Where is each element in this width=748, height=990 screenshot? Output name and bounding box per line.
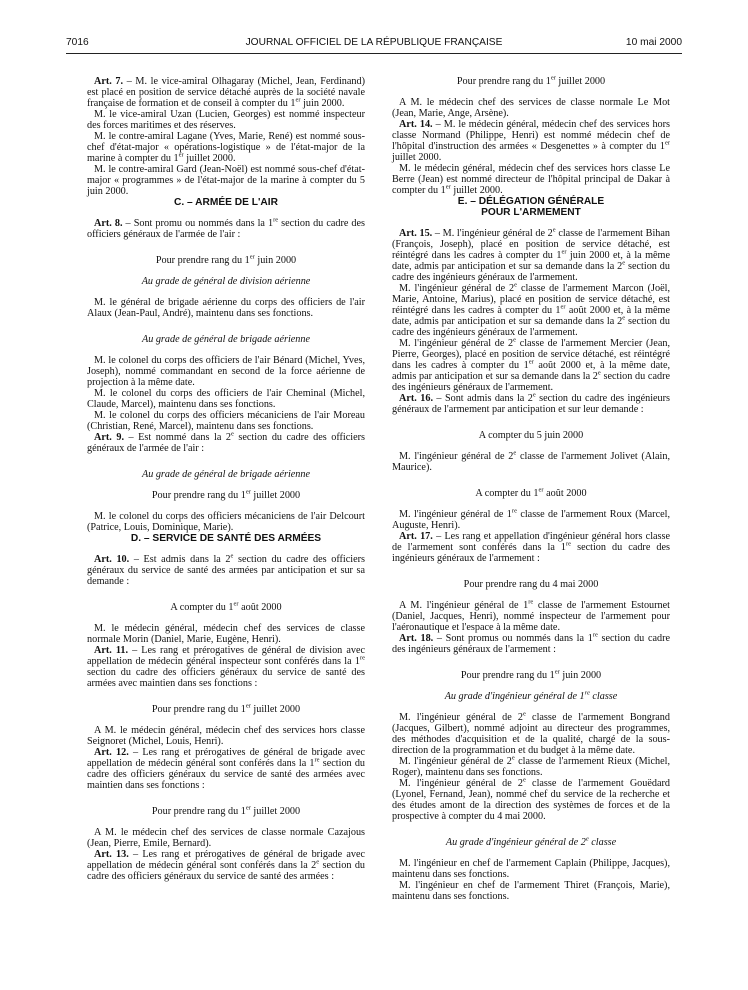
article-18-label: Art. 18. bbox=[399, 633, 434, 644]
article-10-text: – Est admis dans la 2e section du cadre des officiers généraux du service de santé des armées par anticipation et sur sa demande : bbox=[87, 552, 365, 587]
effective-date: A compter du 5 juin 2000 bbox=[478, 430, 584, 441]
paragraph: M. le colonel du corps des officiers mécaniciens de l'air Delcourt (Patrice, Louis, Dominique, Marie). bbox=[87, 511, 365, 533]
article-16 bbox=[392, 393, 670, 415]
grade-heading: Au grade de général de brigade aérienne bbox=[141, 469, 311, 480]
paragraph: A M. le médecin chef des services de classe normale Le Mot (Jean, Marie, Ange, Arsène). bbox=[392, 97, 670, 119]
paragraph: A M. le médecin général, médecin chef des services hors classe Seignoret (Michel, Louis, Henri). bbox=[87, 725, 365, 747]
article-11-text: – Les rang et prérogatives de général de division avec appellation de médecin général inspecteur sont conférés dans la 1re section du cadre des officiers généraux du service de santé des armées avec maintien dans ses fonctions : bbox=[87, 645, 365, 689]
grade-heading: Au grade de général de division aérienne bbox=[141, 276, 311, 287]
article-18 bbox=[392, 633, 670, 655]
grade-heading: Au grade d'ingénieur général de 1re classe bbox=[444, 689, 618, 702]
article-7 bbox=[87, 76, 365, 109]
left-column bbox=[87, 76, 365, 882]
paragraph: M. l'ingénieur en chef de l'armement Caplain (Philippe, Jacques), maintenu dans ses fonctions. bbox=[392, 858, 670, 880]
article-8-label: Art. 8. bbox=[94, 218, 123, 229]
paragraph: M. le vice-amiral Uzan (Lucien, Georges) est nommé inspecteur des forces maritimes et des réserves. bbox=[87, 109, 365, 131]
article-11-label: Art. 11. bbox=[94, 645, 129, 656]
paragraph: A M. le médecin chef des services de classe normale Cazajous (Jean, Pierre, Emile, Bernard). bbox=[87, 827, 365, 849]
paragraph: M. l'ingénieur général de 2e classe de l'armement Gouëdard (Lyonel, Fernand, Jean), nommé chef du service de la recherche et des études amont de la direction des systèmes de forces et de la prospective à compter du 4 mai 2000. bbox=[392, 776, 670, 822]
article-13-text: – Les rang et prérogatives de général de brigade avec appellation de médecin général sont conférés dans la 2e section du cadre des officiers généraux du service de santé des armées : bbox=[87, 849, 366, 882]
section-heading-c: C. – ARMÉE DE L'AIR bbox=[174, 197, 278, 208]
article-13 bbox=[87, 849, 365, 882]
article-14 bbox=[392, 119, 670, 163]
paragraph: M. le contre-amiral Gard (Jean-Noël) est nommé sous-chef d'état-major « programmes » de l'état-major de la marine à compter du 5 juin 2000. bbox=[87, 164, 365, 197]
paragraph: A M. l'ingénieur général de 1re classe de l'armement Estournet (Daniel, Jacques, Henri), nommé inspecteur de l'armement pour l'aéronautique et l'espace à la même date. bbox=[392, 598, 670, 633]
article-16-label: Art. 16. bbox=[399, 393, 433, 404]
article-17-text: – Les rang et appellation d'ingénieur général hors classe de l'armement sont conférés dans la 1re section du cadre des ingénieurs généraux de l'armement : bbox=[392, 531, 670, 564]
rank-date: Pour prendre rang du 1er juillet 2000 bbox=[151, 702, 301, 715]
article-15-label: Art. 15. bbox=[399, 228, 433, 239]
page-number: 7016 bbox=[66, 37, 89, 48]
effective-date: A compter du 1er août 2000 bbox=[170, 600, 282, 613]
paragraph: M. l'ingénieur général de 1re classe de l'armement Roux (Marcel, Auguste, Henri). bbox=[392, 507, 670, 531]
paragraph: M. l'ingénieur général de 2e classe de l'armement Bongrand (Jacques, Gilbert), nommé adjoint au directeur des programmes, des méthodes d'acquisition et de la qualité, chargé de la sous-direction de la programmation et du budget à la même date. bbox=[392, 710, 670, 756]
article-10 bbox=[87, 554, 365, 587]
rank-date: Pour prendre rang du 1er juillet 2000 bbox=[151, 488, 301, 501]
grade-heading: Au grade de général de brigade aérienne bbox=[141, 334, 311, 345]
effective-date: A compter du 1er août 2000 bbox=[475, 486, 587, 499]
rank-date: Pour prendre rang du 1er juillet 2000 bbox=[456, 74, 606, 87]
article-17-label: Art. 17. bbox=[399, 531, 433, 542]
article-16-text: – Sont admis dans la 2e section du cadre des ingénieurs généraux de l'armement par anticipation et sur leur demande : bbox=[392, 391, 670, 415]
rank-date: Pour prendre rang du 4 mai 2000 bbox=[463, 579, 599, 590]
article-12-label: Art. 12. bbox=[94, 747, 129, 758]
article-11 bbox=[87, 645, 365, 689]
article-8 bbox=[87, 218, 365, 240]
right-column bbox=[392, 76, 670, 902]
article-9-text: – Est nommé dans la 2e section du cadre des officiers généraux de l'armée de l'air : bbox=[87, 430, 365, 454]
paragraph: M. l'ingénieur général de 2e classe de l'armement Mercier (Jean, Pierre, Georges), placé en position de service détaché, est réintégré dans les cadres à compter du 1er août 2000 et, à la même date, admis par anticipation et sur sa demande dans la 2e section du cadre des ingénieurs généraux de l'armement. bbox=[392, 336, 671, 393]
paragraph: M. le colonel du corps des officiers de l'air Cheminal (Michel, Claude, Marcel), maintenu dans ses fonctions. bbox=[87, 388, 365, 410]
issue-date: 10 mai 2000 bbox=[625, 37, 682, 48]
header-rule bbox=[66, 53, 682, 54]
rank-date: Pour prendre rang du 1er juillet 2000 bbox=[151, 804, 301, 817]
article-12-text: – Les rang et prérogatives de général de brigade avec appellation de médecin général sont conférés dans la 1re section du cadre des officiers généraux du service de santé des armées avec maintien dans ses fonctions : bbox=[87, 747, 366, 791]
article-12 bbox=[87, 747, 365, 791]
paragraph: M. l'ingénieur en chef de l'armement Thiret (François, Marie), maintenu dans ses fonctions. bbox=[392, 880, 670, 902]
article-7-label: Art. 7. bbox=[94, 76, 124, 87]
article-15 bbox=[392, 228, 670, 283]
section-heading-e-line-2: POUR L'ARMEMENT bbox=[481, 207, 581, 218]
paragraph: M. le colonel du corps des officiers de l'air Bénard (Michel, Yves, Joseph), nommé commandant en second de la force aérienne de projection à la même date. bbox=[87, 355, 365, 388]
paragraph: M. le médecin général, médecin chef des services de classe normale Morin (Daniel, Marie, Eugène, Henri). bbox=[87, 623, 365, 645]
paragraph: M. l'ingénieur général de 2e classe de l'armement Rieux (Michel, Roger), maintenu dans ses fonctions. bbox=[392, 754, 670, 778]
article-9 bbox=[87, 432, 365, 454]
article-13-label: Art. 13. bbox=[94, 849, 129, 860]
rank-date: Pour prendre rang du 1er juin 2000 bbox=[155, 253, 297, 266]
article-8-text: – Sont promu ou nommés dans la 1re section du cadre des officiers généraux de l'armée de l'air : bbox=[87, 216, 365, 240]
section-heading-d: D. – SERVICE DE SANTÉ DES ARMÉES bbox=[130, 533, 322, 544]
article-14-text: – M. le médecin général, médecin chef des services hors classe Normand (Philippe, Henri) est nommé médecin chef de l'hôpital d'instruction des armées « Desgenettes » à compter du 1er juillet 2000. bbox=[392, 119, 670, 163]
article-9-label: Art. 9. bbox=[94, 432, 124, 443]
paragraph: M. le médecin général, médecin chef des services hors classe Le Berre (Jean) est nommé directeur de l'hôpital principal de Dakar à compter du 1er juillet 2000. bbox=[392, 163, 670, 196]
paragraph: M. le contre-amiral Lagane (Yves, Marie, René) est nommé sous-chef d'état-major « opérations-logistique » de l'état-major de la marine à compter du 1er juillet 2000. bbox=[87, 131, 365, 164]
article-10-label: Art. 10. bbox=[94, 554, 130, 565]
article-18-text: – Sont promus ou nommés dans la 1re section du cadre des ingénieurs généraux de l'armement : bbox=[392, 631, 670, 655]
grade-heading: Au grade d'ingénieur général de 2e classe bbox=[445, 835, 617, 848]
section-heading-e: E. – DÉLÉGATION GÉNÉRALE bbox=[457, 196, 605, 207]
paragraph: M. l'ingénieur général de 2e classe de l'armement Marcon (Joël, Marie, Antoine, Marius), placé en position de service détaché, est réintégré dans les cadres à compter du 1er août 2000 et, à la même date, admis par anticipation et sur sa demande dans la 2e section du cadre des ingénieurs généraux de l'armement. bbox=[392, 281, 670, 338]
article-7-text: – M. le vice-amiral Olhagaray (Michel, Jean, Ferdinand) est placé en position de service détaché auprès de la société navale française de formation et de conseil à compter du 1er juin 2000. bbox=[87, 76, 365, 109]
rank-date: Pour prendre rang du 1er juin 2000 bbox=[460, 668, 602, 681]
paragraph: M. le général de brigade aérienne du corps des officiers de l'air Alaux (Jean-Paul, André), maintenu dans ses fonctions. bbox=[87, 297, 365, 319]
journal-title: JOURNAL OFFICIEL DE LA RÉPUBLIQUE FRANÇAISE bbox=[245, 37, 503, 48]
paragraph: M. le colonel du corps des officiers mécaniciens de l'air Moreau (Christian, René, Marcel), maintenu dans ses fonctions. bbox=[87, 410, 365, 432]
article-15-text: – M. l'ingénieur général de 2e classe de l'armement Bihan (François, Joseph), placé en position de service détaché, est réintégré dans les cadres à compter du 1er juin 2000 et, à la même date, admis par anticipation et sur sa demande dans la 2e section du cadre des ingénieurs généraux de l'armement. bbox=[392, 226, 670, 283]
article-17 bbox=[392, 531, 670, 564]
paragraph: M. l'ingénieur général de 2e classe de l'armement Jolivet (Alain, Maurice). bbox=[392, 449, 670, 473]
article-14-label: Art. 14. bbox=[399, 119, 433, 130]
page-header bbox=[66, 36, 682, 50]
